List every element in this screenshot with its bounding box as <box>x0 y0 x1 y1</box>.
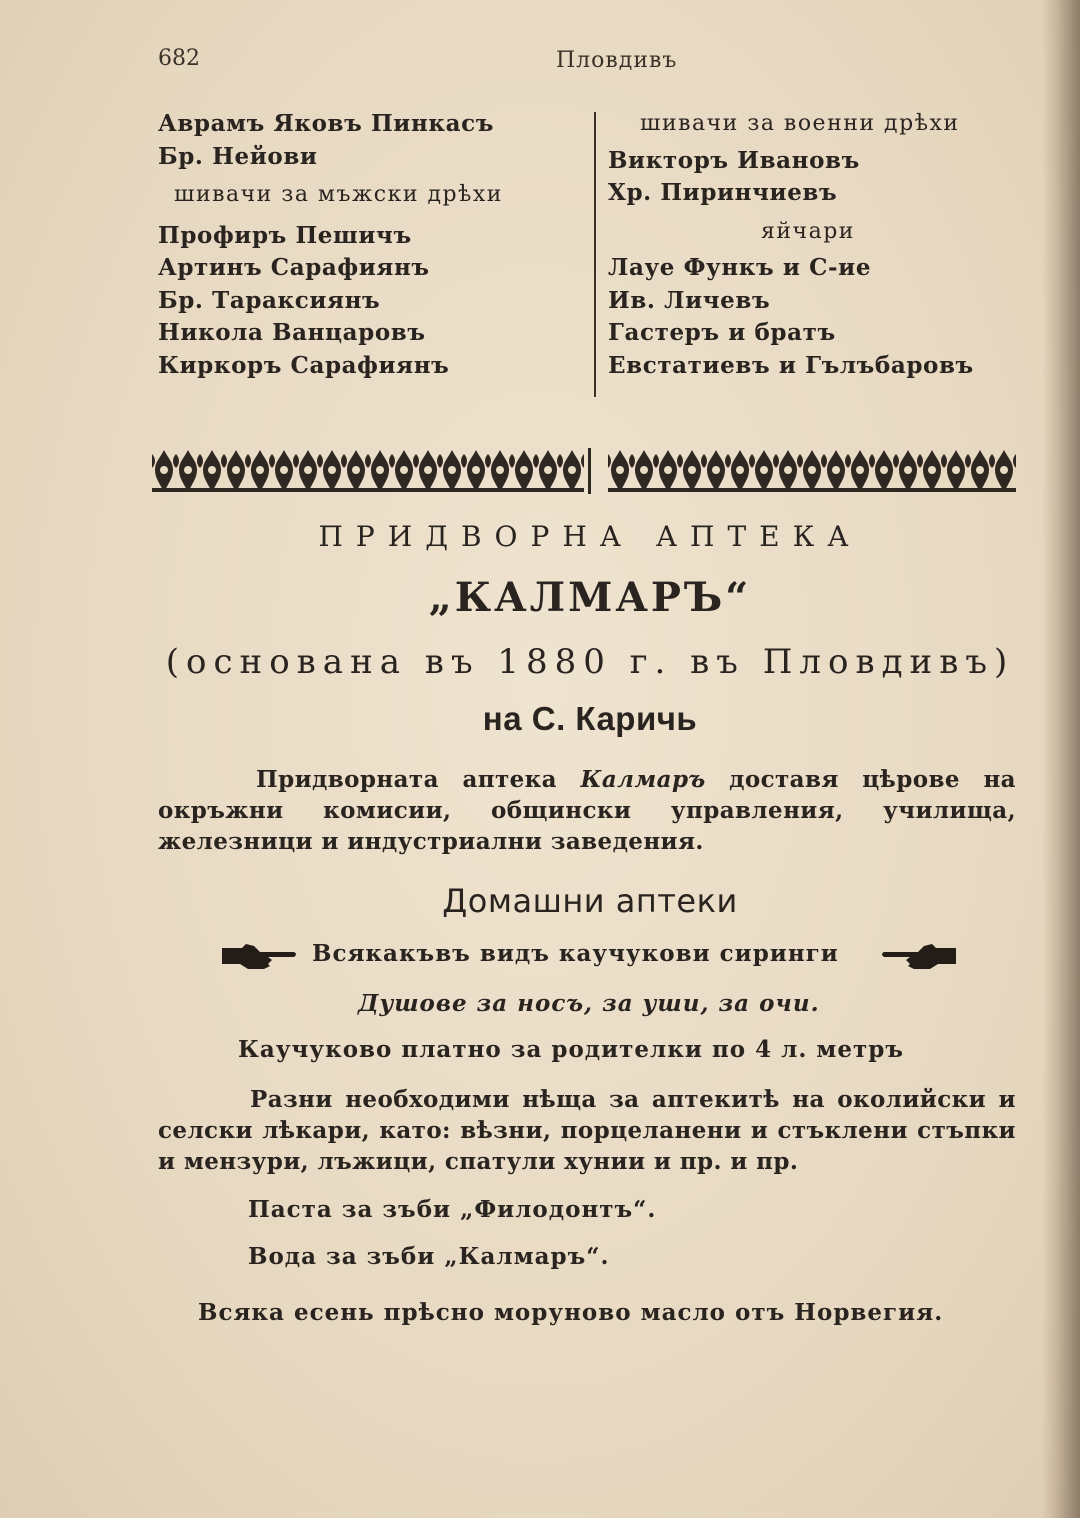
fleuron-icon <box>752 450 776 492</box>
founded-line: (основана въ 1880 г. въ Пловдивъ) <box>165 642 1015 682</box>
fleuron-icon <box>272 450 296 492</box>
mouthwash-line: Вода за зъби „Калмаръ“. <box>248 1243 610 1270</box>
fleuron-icon <box>176 450 200 492</box>
fleuron-icon <box>848 450 872 492</box>
fleuron-icon <box>632 450 656 492</box>
left-column <box>158 108 588 382</box>
shop-name: „КАЛМАРЪ“ <box>428 574 752 621</box>
douches-line: Душове за носъ, за уши, за очи. <box>358 990 820 1017</box>
fleuron-icon <box>872 450 896 492</box>
list-item: Аврамъ Яковъ Пинкасъ <box>158 110 494 137</box>
fleuron-icon <box>320 450 344 492</box>
pharmacy-supply-paragraph <box>158 764 1016 857</box>
fleuron-icon <box>296 450 320 492</box>
list-item: Ив. Личевъ <box>608 286 771 314</box>
fleuron-icon <box>536 450 560 492</box>
fleuron-icon <box>800 450 824 492</box>
home-pharmacies-heading: Домашни аптеки <box>442 882 738 920</box>
toothpaste-line: Паста за зъби „Филодонтъ“. <box>248 1196 657 1223</box>
list-item: Профиръ Пешичъ <box>158 221 412 249</box>
list-item: Гастеръ и братъ <box>608 319 836 346</box>
book-spine-shadow <box>1042 0 1080 1518</box>
fleuron-icon <box>728 450 752 492</box>
fleuron-icon <box>512 450 536 492</box>
fleuron-icon <box>248 450 272 492</box>
list-item: Киркоръ Сарафиянъ <box>158 351 450 379</box>
list-item: Бр. Тараксиянъ <box>158 286 381 314</box>
right-column <box>608 108 1028 382</box>
syringes-line <box>220 938 950 978</box>
fleuron-icon <box>608 450 632 492</box>
fleuron-icon <box>680 450 704 492</box>
fleuron-icon <box>968 450 992 492</box>
section-heading-military-tailors: шивачи за военни дрѣхи <box>640 111 960 136</box>
fleuron-icon <box>560 450 584 492</box>
fleuron-icon <box>224 450 248 492</box>
section-heading-mens-tailors: шивачи за мъжски дрѣхи <box>174 182 503 207</box>
fleuron-icon <box>200 450 224 492</box>
fleuron-icon <box>824 450 848 492</box>
list-item: Викторъ Ивановъ <box>608 146 860 174</box>
pointing-hand-right-icon <box>220 942 298 972</box>
fleuron-icon <box>416 450 440 492</box>
fleuron-icon <box>152 450 176 492</box>
fleuron-icon <box>920 450 944 492</box>
page-header <box>158 46 698 80</box>
fleuron-icon <box>944 450 968 492</box>
cod-liver-oil-line: Всяка есень прѣсно моруново масло отъ Норвегия. <box>198 1299 944 1326</box>
fleuron-icon <box>344 450 368 492</box>
list-item: Лауе Функъ и С-ие <box>608 254 872 281</box>
fleuron-icon <box>896 450 920 492</box>
fleuron-icon <box>776 450 800 492</box>
emphasized-shop-name: Калмаръ <box>580 766 706 793</box>
fleuron-icon <box>392 450 416 492</box>
fleuron-icon <box>656 450 680 492</box>
pharmacy-spaced-title: ПРИДВОРНА АПТЕКА <box>318 520 862 553</box>
section-heading-egg-dealers: яйчари <box>761 218 855 244</box>
rubber-cloth-line: Каучуково платно за родителки по 4 л. метръ <box>238 1036 904 1063</box>
paragraph-text: Придворната аптека <box>256 766 581 793</box>
running-title: Пловдивъ <box>556 48 678 73</box>
fleuron-icon <box>440 450 464 492</box>
fleuron-icon <box>992 450 1016 492</box>
owner-line: на С. Каричь <box>482 700 698 737</box>
paragraph-text: доставя цѣрове на окръжни комисии, общински управления, училища, железници и индустриални заведения. <box>158 766 1016 855</box>
page-number: 682 <box>158 46 200 71</box>
list-item: Хр. Пиринчиевъ <box>608 179 838 206</box>
list-item: Евстатиевъ и Гълъбаровъ <box>608 351 974 379</box>
column-divider <box>594 112 596 397</box>
fleuron-icon <box>368 450 392 492</box>
list-item: Бр. Нейови <box>158 142 318 170</box>
list-item: Артинъ Сарафиянъ <box>158 254 430 281</box>
list-item: Никола Ванцаровъ <box>158 319 426 346</box>
supplies-paragraph: Разни необходими нѣща за аптекитѣ на околийски и селски лѣкари, като: вѣзни, порцеланени и стъклени стъпки и мензури, лъжици, спатули хунии и пр. и пр. <box>158 1086 1016 1175</box>
fleuron-border-ornament <box>152 448 1032 494</box>
fleuron-icon <box>464 450 488 492</box>
fleuron-icon <box>488 450 512 492</box>
syringes-text: Всякакъвъ видъ каучукови сиринги <box>312 940 839 967</box>
fleuron-icon <box>704 450 728 492</box>
pointing-hand-left-icon <box>880 942 958 972</box>
